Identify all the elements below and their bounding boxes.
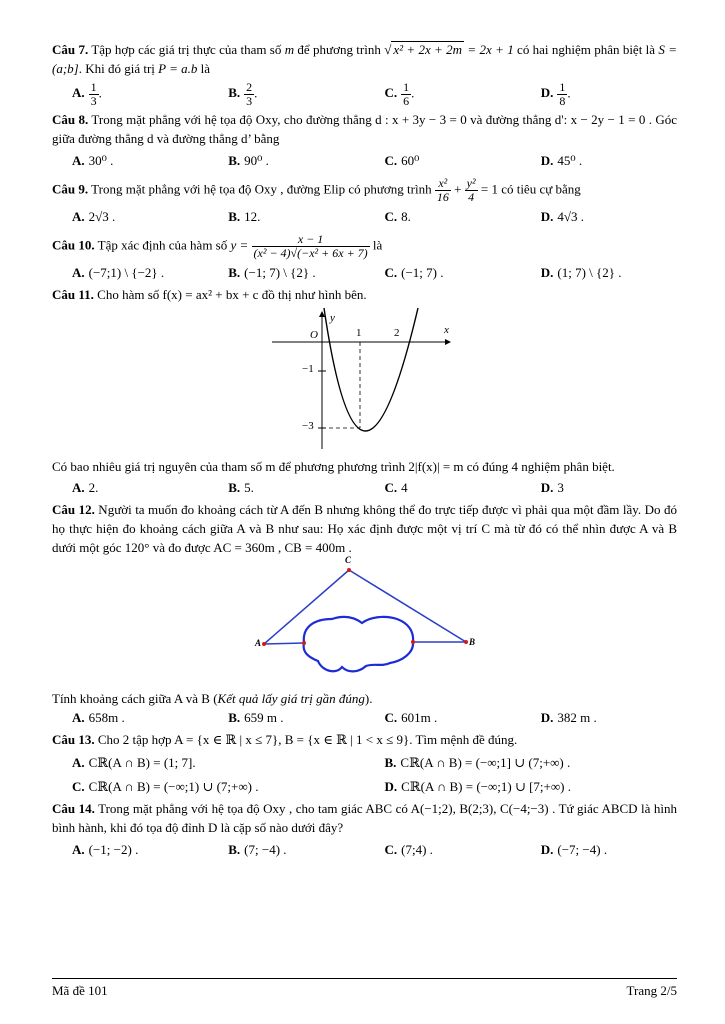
question-11-option-c[interactable]: C. 4: [384, 480, 408, 495]
question-12: [52, 500, 677, 557]
question-14-option-c[interactable]: C. (7;4) .: [384, 842, 433, 857]
question-7-radicand: x² + 2x + 2m: [393, 42, 463, 57]
question-7-text-c: có hai nghiệm phân biệt là: [513, 42, 659, 57]
question-9-label: Câu 9.: [52, 181, 89, 197]
question-7-text-d: . Khi đó giá trị: [78, 61, 159, 76]
graph-tick-m1: −1: [302, 363, 314, 375]
question-7-text: Tập hợp các giá trị thực của tham số: [88, 42, 285, 57]
question-11-question: Có bao nhiêu giá trị nguyên của tham số m để phương phương trình 2|f(x)| = m có đúng 4 nghiệm phân biệt.: [52, 459, 615, 474]
point-b-label: B: [469, 637, 476, 647]
question-8-option-a[interactable]: A. 30⁰ .: [72, 153, 114, 168]
question-14-option-d[interactable]: D. (−7; −4) .: [540, 842, 608, 857]
question-9-option-a[interactable]: A. 2√3 .: [72, 209, 116, 224]
question-11-options: [52, 478, 677, 498]
swamp-shape: [304, 617, 413, 671]
question-7-option-a[interactable]: A. $\frac{1}{3}$ .: [72, 80, 102, 108]
point-c-label: C: [345, 555, 352, 565]
question-10-option-b[interactable]: B. (−1; 7) \ {2} .: [228, 265, 316, 280]
question-14-options: [52, 840, 677, 860]
question-9-options: [52, 207, 677, 227]
question-14: [52, 799, 677, 837]
graph-tick-2: 2: [394, 327, 400, 339]
question-12-option-d[interactable]: D. 382 m .: [540, 710, 597, 725]
question-10-label: Câu 10.: [52, 237, 95, 253]
graph-tick-m3: −3: [302, 420, 314, 432]
question-8-option-b[interactable]: B. 90⁰ .: [228, 153, 269, 168]
side-ac: [264, 570, 349, 644]
question-13-option-d[interactable]: D. Cℝ(A ∩ B) = (−∞;1) ∪ [7;+∞) .: [384, 779, 571, 794]
graph-label-y: y: [330, 312, 335, 324]
question-10-option-c[interactable]: C. (−1; 7) .: [384, 265, 444, 280]
question-11-option-d[interactable]: D. 3: [540, 480, 564, 495]
question-7-expr: P = a.b: [158, 61, 198, 76]
parabola-graph: [52, 304, 677, 452]
side-cb: [349, 570, 466, 642]
parabola-curve: [324, 308, 418, 431]
question-8: [52, 110, 677, 148]
question-13-label: Câu 13.: [52, 732, 95, 747]
question-13-option-b[interactable]: B. Cℝ(A ∩ B) = (−∞;1] ∪ (7;+∞) .: [384, 755, 571, 770]
question-9-text-b: = 1 có tiêu cự bằng: [477, 181, 581, 197]
question-13-option-a[interactable]: A. Cℝ(A ∩ B) = (1; 7].: [72, 755, 196, 770]
graph-label-x: x: [444, 324, 449, 336]
exam-code: Mã đề 101: [52, 983, 108, 998]
question-9-option-d[interactable]: D. 4√3 .: [540, 209, 585, 224]
question-7-text-b: để phương trình: [294, 42, 385, 57]
question-12-label: Câu 12.: [52, 502, 95, 517]
question-11-text: Cho hàm số f(x) = ax² + bx + c đồ thị như hình bên.: [93, 287, 367, 302]
question-11-option-b[interactable]: B. 5.: [228, 480, 254, 495]
question-8-options: [52, 151, 677, 171]
question-7-option-b[interactable]: B. $\frac{2}{3}$ .: [228, 80, 258, 108]
page-number: Trang 2/5: [626, 983, 677, 998]
question-14-text: Trong mặt phẳng với hệ tọa độ Oxy , cho tam giác ABC có A(−1;2), B(2;3), C(−4;−3) . Tứ giác ABCD là hình bình hành, khi đó tọa độ đỉnh D là cặp số nào dưới đây?: [52, 801, 678, 835]
question-10-text-b: là: [369, 237, 383, 253]
graph-label-origin: O: [310, 329, 318, 341]
question-8-option-c[interactable]: C. 60⁰: [384, 153, 420, 168]
question-7-var: m: [284, 42, 295, 57]
graph-tick-1: 1: [356, 327, 362, 339]
page-footer: [52, 978, 677, 999]
question-7-label: Câu 7.: [52, 42, 89, 57]
question-13-options-row-2: [52, 777, 677, 797]
question-8-option-d[interactable]: D. 45⁰ .: [540, 153, 583, 168]
question-14-option-a[interactable]: A. (−1; −2) .: [72, 842, 139, 857]
question-12-option-b[interactable]: B. 659 m .: [228, 710, 284, 725]
question-8-label: Câu 8.: [52, 112, 89, 127]
question-7-set: S = (a;b]: [52, 42, 677, 76]
question-13-option-c[interactable]: C. Cℝ(A ∩ B) = (−∞;1) ∪ (7;+∞) .: [72, 779, 259, 794]
question-9-option-c[interactable]: C. 8.: [384, 209, 411, 224]
question-12-option-c[interactable]: C. 601m .: [384, 710, 438, 725]
question-7-text-e: là: [197, 61, 211, 76]
side-ab-left: [264, 643, 304, 644]
question-13-options-row-1: [52, 753, 677, 773]
question-14-label: Câu 14.: [52, 801, 95, 816]
question-12-text: Người ta muốn đo khoảng cách từ A đến B nhưng không thể đo trực tiếp được vì phải qua một đầm lầy. Do đó họ thực hiện đo khoảng cách giữa A và B như sau: Họ xác định được một vị trí C mà từ đó có thể nhìn được A và B dưới một góc 120° và đo được AC = 360m , CB = 400m .: [52, 502, 677, 555]
triangle-swamp-figure: [52, 557, 677, 685]
question-12-option-a[interactable]: A. 658m .: [72, 710, 125, 725]
question-12-question: Tính khoảng cách giữa A và B (Kết quả lấy giá trị gần đúng).: [52, 691, 373, 706]
question-11-option-a[interactable]: A. 2.: [72, 480, 99, 495]
question-9: Câu 9. Trong mặt phẳng với hệ tọa độ Oxy , đường Elip có phương trình $\frac{\text{x²}}{16}$ + $\frac{\text{y²}}{4}$ = 1 có tiêu cự bằng: [52, 176, 581, 204]
question-8-text: Trong mặt phẳng với hệ tọa độ Oxy, cho đường thẳng d : x + 3y − 3 = 0 và đường thẳng d': x − 2y − 1 = 0 . Góc giữa đường thẳng d và đường thẳng d’ bằng: [52, 112, 677, 146]
question-7-option-d[interactable]: D. $\frac{1}{8}$ .: [540, 80, 571, 108]
question-9-text: Trong mặt phẳng với hệ tọa độ Oxy , đường Elip có phương trình: [88, 181, 435, 197]
question-11-label: Câu 11.: [52, 287, 94, 302]
question-10: Câu 10. Tập xác định của hàm số y = $\frac{x - 1}{\text{(x² − 4)√(−x² + 6x + 7)}}$ là: [52, 232, 383, 260]
question-7: Câu 7. Tập hợp các giá trị thực của tham số m để phương trình √ x² + 2x + 2m = 2x + 1 có hai nghiệm phân biệt là S = (a;b]. Khi đó giá trị P = a.b là: [52, 42, 677, 76]
question-10-options: [52, 263, 677, 283]
question-10-option-d[interactable]: D. (1; 7) \ {2} .: [540, 265, 622, 280]
question-12-options: [52, 708, 677, 728]
exam-page: [52, 40, 677, 862]
point-a-label: A: [255, 638, 262, 648]
question-11: [52, 285, 677, 304]
question-9-option-b[interactable]: B. 12.: [228, 209, 261, 224]
question-13-text: Cho 2 tập hợp A = {x ∈ ℝ | x ≤ 7}, B = {x ∈ ℝ | 1 < x ≤ 9}. Tìm mệnh đề đúng.: [94, 732, 518, 747]
question-7-rhs: = 2x + 1: [464, 42, 514, 57]
question-7-options: [52, 81, 677, 108]
question-7-option-c[interactable]: C. $\frac{1}{6}$ .: [384, 80, 415, 108]
question-10-option-a[interactable]: A. (−7;1) \ {−2} .: [72, 265, 165, 280]
question-10-text: Tập xác định của hàm số: [94, 237, 231, 253]
question-14-option-b[interactable]: B. (7; −4) .: [228, 842, 287, 857]
question-13: [52, 730, 677, 749]
